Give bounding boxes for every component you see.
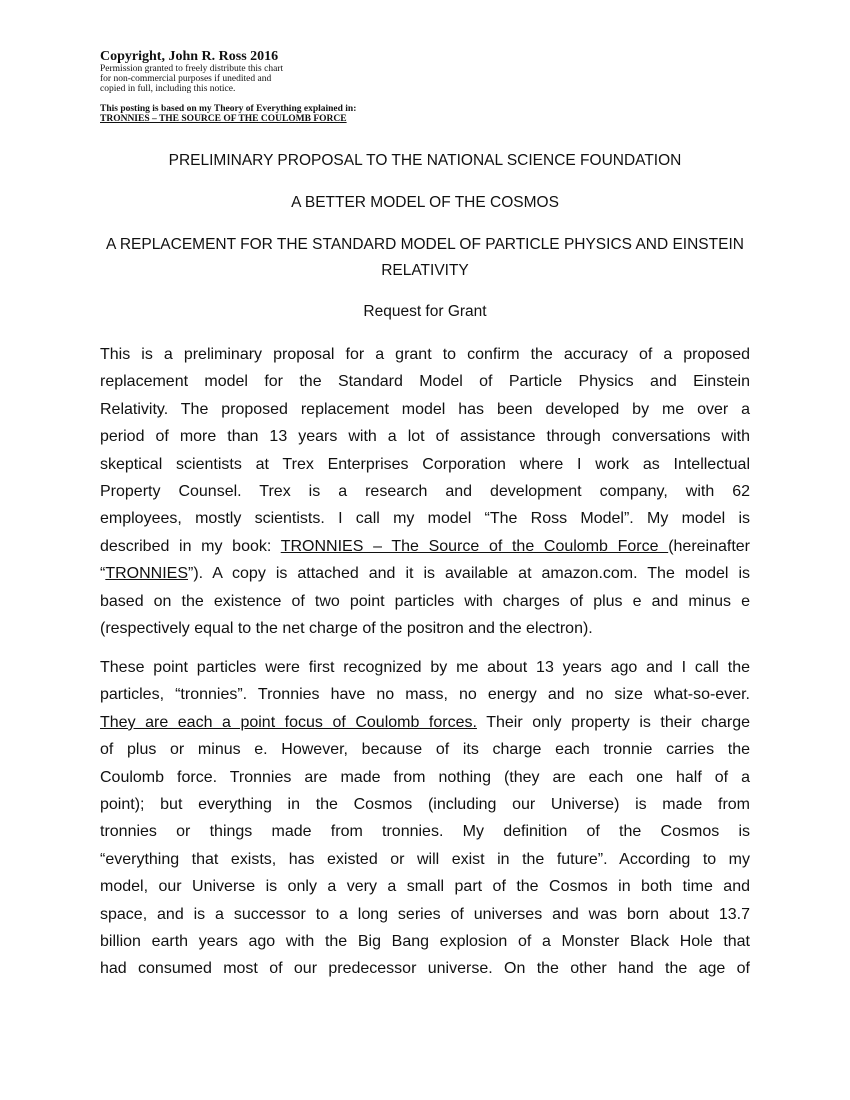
replacement-title: A REPLACEMENT FOR THE STANDARD MODEL OF PARTICLE PHYSICS AND EINSTEIN RELATIVITY [106, 236, 744, 279]
theory-basis-note: This posting is based on my Theory of Everything explained in: [100, 103, 357, 114]
paragraph-line: These point particles were first recognized by me about 13 years ago and I call the [100, 659, 750, 676]
paragraph-line: billion earth years ago with the Big Bang explosion of a Monster Black Hole that [100, 932, 750, 950]
paragraph-line: model, our Universe is only a very a small part of the Cosmos in both time and [100, 878, 750, 896]
book-title-link: TRONNIES – The Source of the Coulomb Force [280, 537, 669, 555]
paragraph-2 [100, 654, 750, 983]
coulomb-emphasis: They are each a point focus of Coulomb forces. [100, 713, 477, 731]
paragraph-line: (respectively equal to the net charge of the positron and the electron). [100, 619, 593, 637]
paragraph-line [100, 533, 750, 560]
paragraph-line: employees, mostly scientists. I call my model “The Ross Model”. My model is [100, 510, 750, 528]
line-text: (hereinafter [668, 537, 751, 555]
line-text: described in my book: [100, 537, 281, 555]
permission-line: for non-commercial purposes if unedited and [100, 73, 272, 84]
line-text: ”). A copy is attached and it is available at amazon.com. The model is [188, 565, 750, 583]
copyright-notice [100, 50, 430, 125]
permission-line: Permission granted to freely distribute this chart [100, 63, 284, 74]
paragraph-line: of plus or minus e. However, because of its charge each tronnie carries the [100, 741, 750, 759]
model-title: A BETTER MODEL OF THE COSMOS [291, 194, 559, 211]
paragraph-line: period of more than 13 years with a lot of assistance through conversations with [100, 428, 750, 446]
paragraph-line [100, 709, 750, 736]
paragraph-line: Property Counsel. Trex is a research and development company, with 62 [100, 482, 750, 500]
paragraph-line: skeptical scientists at Trex Enterprises Corporation where I work as Intellectual [100, 455, 750, 473]
paragraph-line: This is a preliminary proposal for a grant to confirm the accuracy of a proposed [100, 346, 750, 363]
paragraph-line: Coulomb force. Tronnies are made from nothing (they are each one half of a [100, 768, 750, 786]
paragraph-line: tronnies or things made from tronnies. My definition of the Cosmos is [100, 823, 750, 841]
proposal-title: PRELIMINARY PROPOSAL TO THE NATIONAL SCIENCE FOUNDATION [168, 152, 682, 169]
copyright-title: Copyright, John R. Ross 2016 [100, 49, 279, 64]
permission-line: copied in full, including this notice. [100, 83, 236, 94]
paragraph-line: Relativity. The proposed replacement model has been developed by me over a [100, 400, 750, 418]
paragraph-line: replacement model for the Standard Model of Particle Physics and Einstein [100, 373, 750, 391]
paragraph-line: particles, “tronnies”. Tronnies have no mass, no energy and no size what-so-ever. [100, 686, 750, 704]
paragraph-line: based on the existence of two point particles with charges of plus e and minus e [100, 592, 750, 610]
paragraph-line [100, 560, 750, 587]
paragraph-line: had consumed most of our predecessor universe. On the other hand the age of [100, 960, 750, 978]
paragraph-line: “everything that exists, has existed or will exist in the future”. According to my [100, 850, 750, 868]
paragraph-1 [100, 341, 750, 642]
paragraph-line: point); but everything in the Cosmos (including our Universe) is made from [100, 795, 750, 813]
paragraph-line: space, and is a successor to a long series of universes and was born about 13.7 [100, 905, 750, 923]
book-title-reference: TRONNIES – THE SOURCE OF THE COULOMB FORCE [100, 113, 347, 124]
line-text: Their only property is their charge [476, 713, 751, 731]
line-text: “ [100, 565, 106, 583]
tronnies-reference: TRONNIES [105, 565, 188, 583]
grant-request-title: Request for Grant [363, 303, 487, 320]
